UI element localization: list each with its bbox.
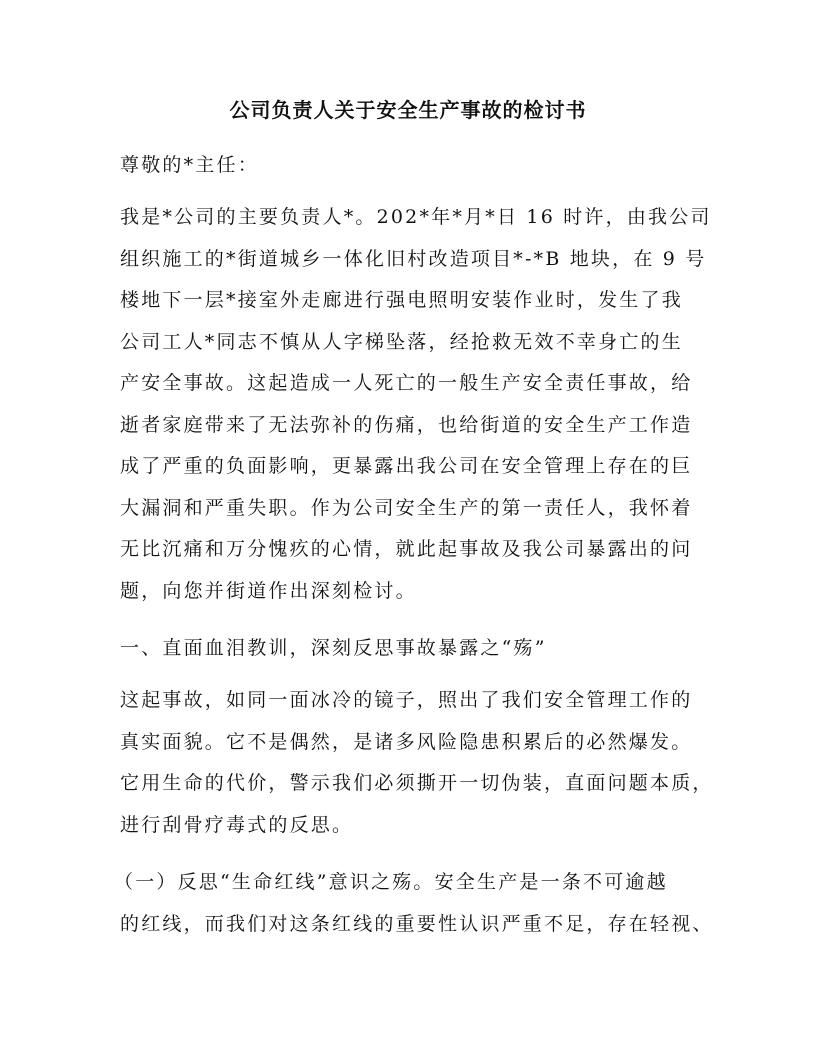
text-line: 逝者家庭带来了无法弥补的伤痛，也给街道的安全生产工作造 — [120, 413, 693, 436]
text-line: 公司工人*同志不慎从人字梯坠落，经抢救无效不幸身亡的生 — [120, 330, 683, 353]
intro-paragraph — [120, 197, 720, 612]
salutation — [120, 145, 720, 187]
subsection-paragraph — [114, 862, 714, 945]
text-line: 成了严重的负面影响，更暴露出我公司在安全管理上存在的巨 — [120, 455, 693, 477]
section-heading-text: 一、直面血泪教训，深刻反思事故暴露之“殇” — [120, 637, 547, 659]
text-line: 它用生命的代价，警示我们必须撕开一切伪装，直面问题本质， — [120, 772, 714, 794]
text-line: 进行刮骨疗毒式的反思。 — [120, 813, 354, 836]
section-heading — [120, 628, 720, 670]
text-line: 大漏洞和严重失职。作为公司安全生产的第一责任人，我怀着 — [120, 496, 693, 519]
text-line: （一）反思“生命红线”意识之殇。安全生产是一条不可逾越 — [114, 871, 668, 893]
text-line: 真实面貌。它不是偶然，是诸多风险隐患积累后的必然爆发。 — [120, 730, 693, 753]
text-line: 无比沉痛和万分愧疚的心情，就此起事故及我公司暴露出的问 — [120, 538, 693, 560]
text-line: 这起事故，如同一面冰冷的镜子，照出了我们安全管理工作的 — [120, 689, 693, 711]
salutation-text: 尊敬的*主任： — [120, 154, 259, 176]
text-line: 我是*公司的主要负责人*。202*年*月*日 16 时许，由我公司 — [120, 206, 712, 228]
text-line: 组织施工的*街道城乡一体化旧村改造项目*-*B 地块，在 9 号 — [120, 247, 707, 270]
text-line: 的红线，而我们对这条红线的重要性认识严重不足，存在轻视、 — [120, 912, 714, 935]
text-line: 题，向您并街道作出深刻检讨。 — [120, 579, 417, 602]
section-paragraph — [120, 680, 720, 846]
text-line: 产安全事故。这起造成一人死亡的一般生产安全责任事故，给 — [120, 372, 693, 394]
text-line: 楼地下一层*接室外走廊进行强电照明安装作业时，发生了我 — [120, 289, 683, 311]
document-title: 公司负责人关于安全生产事故的检讨书 — [229, 98, 587, 122]
